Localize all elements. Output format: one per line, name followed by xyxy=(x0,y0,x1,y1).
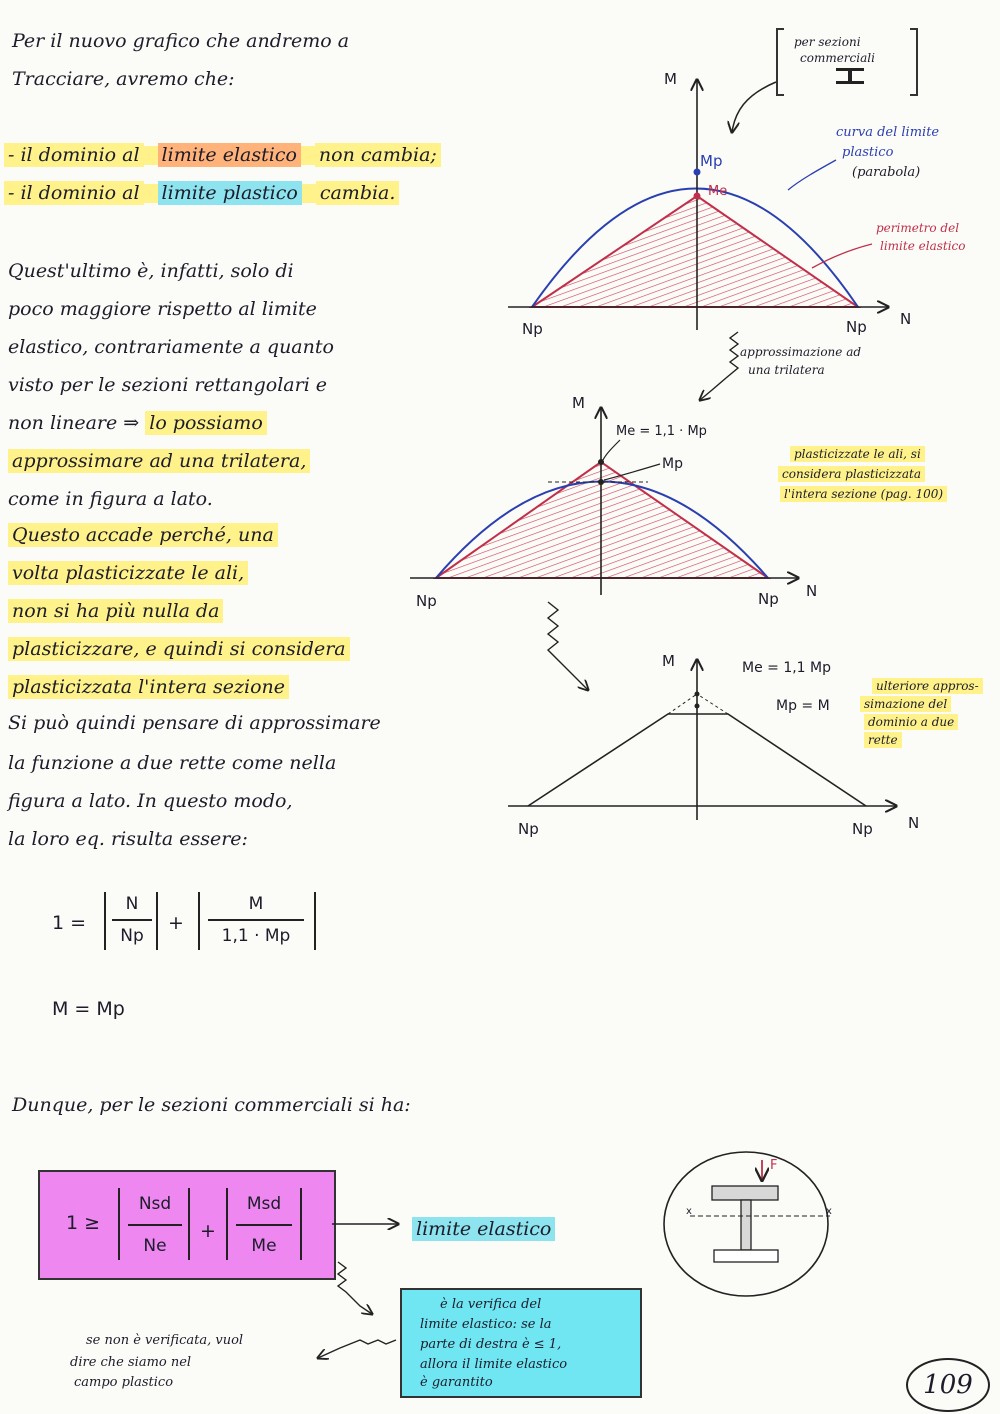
beam-x-left: x xyxy=(686,1206,692,1217)
d1-np-left: Np xyxy=(522,320,543,338)
bracket-left xyxy=(776,28,784,96)
d3-me-label: Me = 1,1 Mp xyxy=(742,660,832,676)
conclusion-line: Dunque, per le sezioni commerciali si ha: xyxy=(12,1094,411,1116)
body-line-5-text: non lineare ⇒ xyxy=(8,412,140,434)
cyan-line-5: è garantito xyxy=(420,1375,493,1390)
d1-me: Me xyxy=(708,184,728,199)
bracket-right xyxy=(910,28,918,96)
approx-note-2: una trilatera xyxy=(748,363,825,377)
d3-axis-m: M xyxy=(662,652,675,670)
bullet-elastic-highlight: limite elastico xyxy=(158,143,301,167)
body-line-2: poco maggiore rispetto al limite xyxy=(8,298,317,320)
cyan-line-2: limite elastico: se la xyxy=(420,1317,552,1332)
d2-note-2-text: considera plasticizzata xyxy=(778,466,925,482)
body2-line-4: la loro eq. risulta essere: xyxy=(8,828,248,850)
mp-point-2 xyxy=(598,479,604,485)
d3-note-4-text: rette xyxy=(864,732,902,748)
body-line-7: come in figura a lato. xyxy=(8,488,213,510)
intro-line-1: Per il nuovo grafico che andremo a xyxy=(12,30,350,52)
blue-note-3: (parabola) xyxy=(852,165,921,180)
d2-mp: Mp xyxy=(662,456,683,472)
d3-note-1-text: ulteriore appros- xyxy=(872,678,983,694)
bracket-line-1: per sezioni xyxy=(794,35,861,49)
d3-note-2 xyxy=(860,698,951,710)
to-not-verified-squiggle xyxy=(318,1340,396,1358)
elastic-triangle xyxy=(532,196,858,307)
me-point-3 xyxy=(695,692,700,697)
approx-note-1: approssimazione ad xyxy=(740,345,862,359)
bottom-flange xyxy=(714,1250,778,1262)
d1-axis-n: N xyxy=(900,310,912,328)
body-line-6-text: approssimare ad una trilatera, xyxy=(8,449,310,473)
body-line-10-text: non si ha più nulla da xyxy=(8,599,223,623)
body-line-11-text: plasticizzare, e quindi si considera xyxy=(8,637,350,661)
final-n-den: Ne xyxy=(143,1235,167,1256)
blue-leader xyxy=(788,160,836,190)
final-n-num: Nsd xyxy=(138,1194,172,1214)
d2-np-left: Np xyxy=(416,592,437,610)
d2-axis-m: M xyxy=(572,394,585,412)
body-line-1: Quest'ultimo è, infatti, solo di xyxy=(8,260,294,282)
page-number: 109 xyxy=(906,1358,990,1412)
bullet-plastic-post: cambia. xyxy=(316,181,400,205)
cyan-line-4: allora il limite elastico xyxy=(420,1357,568,1372)
d2-note-1-text: plasticizzate le ali, si xyxy=(790,446,925,462)
body2-line-3: figura a lato. In questo modo, xyxy=(8,790,293,812)
not-verified-line-3: campo plastico xyxy=(74,1375,174,1390)
dash-right xyxy=(697,694,728,714)
body2-line-1: Si può quindi pensare di approssimare xyxy=(8,712,381,734)
bullet-elastic-pre: - il dominio al xyxy=(4,143,144,167)
web xyxy=(741,1200,751,1250)
d3-note-1 xyxy=(872,680,983,692)
d1-axis-m: M xyxy=(664,70,677,88)
final-plus: + xyxy=(200,1220,216,1242)
final-m-num: Msd xyxy=(246,1194,282,1214)
body-line-3: elastico, contrariamente a quanto xyxy=(8,336,334,358)
d2-note-3-text: l'intera sezione (pag. 100) xyxy=(780,486,947,502)
d2-np-right: Np xyxy=(758,590,779,608)
eq2: M = Mp xyxy=(52,998,125,1020)
blue-note-1: curva del limite xyxy=(836,125,940,140)
beam-sketch xyxy=(664,1152,830,1296)
d1-np-right: Np xyxy=(846,318,867,336)
bullet-plastic-highlight: limite plastico xyxy=(158,181,302,205)
cyan-line-1: è la verifica del xyxy=(440,1297,542,1312)
final-m-den: Me xyxy=(251,1235,277,1256)
me-leader-2 xyxy=(603,440,620,460)
red-note-1: perimetro del xyxy=(876,221,960,235)
final-label-text: limite elastico xyxy=(412,1217,555,1241)
d3-np-right: Np xyxy=(852,820,873,838)
d3-mp-label: Mp = M xyxy=(776,698,830,714)
eq1-one: 1 = xyxy=(52,912,87,934)
body-line-9-text: volta plasticizzate le ali, xyxy=(8,561,248,585)
bracket-line-2: commerciali xyxy=(800,51,875,65)
bracket-arrow xyxy=(732,82,776,132)
body-line-5-highlight: lo possiamo xyxy=(145,411,267,435)
eq1-m-num: M xyxy=(248,894,264,914)
beam-force-label: F xyxy=(770,1158,778,1173)
d3-note-3 xyxy=(864,716,958,728)
red-note-2: limite elastico xyxy=(880,239,966,253)
eq1-n-num: N xyxy=(125,894,139,914)
bullet-elastic-post: non cambia; xyxy=(315,143,441,167)
red-leader xyxy=(812,244,872,268)
intro-line-2: Tracciare, avremo che: xyxy=(12,68,235,90)
d3-note-3-text: dominio a due xyxy=(864,714,958,730)
body-line-12-text: plasticizzata l'intera sezione xyxy=(8,675,289,699)
cyan-line-3: parte di destra è ≤ 1, xyxy=(420,1337,562,1352)
top-flange xyxy=(712,1186,778,1200)
d3-note-2-text: simazione del xyxy=(860,696,951,712)
eq1-plus: + xyxy=(168,912,184,934)
d2-note-3 xyxy=(780,488,947,500)
body2-line-2: la funzione a due rette come nella xyxy=(8,752,337,774)
d2-me-label: Me = 1,1 · Mp xyxy=(616,424,707,439)
not-verified-line-2: dire che siamo nel xyxy=(70,1355,192,1370)
d2-note-2 xyxy=(778,468,925,480)
approx-squiggle-2 xyxy=(548,602,588,690)
blue-note-2: plastico xyxy=(842,145,894,160)
body-line-4: visto per le sezioni rettangolari e xyxy=(8,374,328,396)
beam-x-right: x xyxy=(826,1206,832,1217)
d3-axis-n: N xyxy=(908,814,920,832)
body-line-8-text: Questo accade perché, una xyxy=(8,523,278,547)
eq1-m-den: 1,1 · Mp xyxy=(221,925,291,946)
i-beam-icon xyxy=(836,68,864,84)
d1-mp: Mp xyxy=(700,152,723,170)
to-box-squiggle xyxy=(338,1262,372,1314)
eq1-n-den: Np xyxy=(120,925,144,946)
d2-axis-n: N xyxy=(806,582,818,600)
not-verified-line-1: se non è verificata, vuol xyxy=(86,1333,244,1348)
diagram-3 xyxy=(508,660,896,820)
d3-np-left: Np xyxy=(518,820,539,838)
me-point xyxy=(694,193,701,200)
mp-point-3 xyxy=(695,704,700,709)
bullet-plastic-pre: - il dominio al xyxy=(4,181,144,205)
diagram-2 xyxy=(410,408,798,690)
dash-left xyxy=(668,694,697,714)
approx-squiggle xyxy=(700,332,738,400)
d2-note-1 xyxy=(790,448,925,460)
d3-note-4 xyxy=(864,734,902,746)
final-one: 1 ≥ xyxy=(66,1212,101,1234)
